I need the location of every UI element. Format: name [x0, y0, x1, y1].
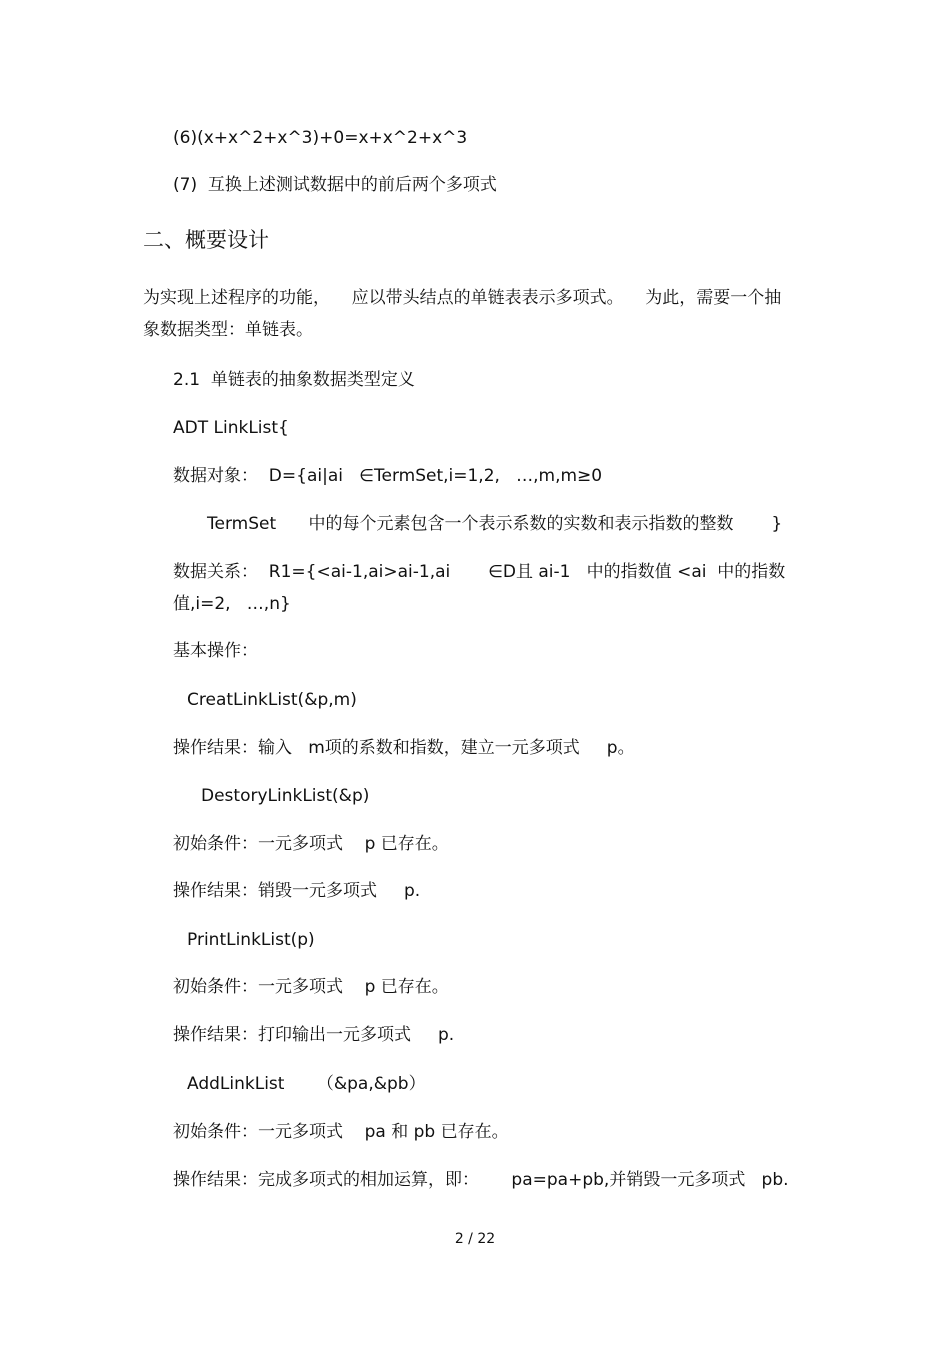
data-relation-line-2: 值,i=2, …,n} — [173, 594, 291, 614]
add-precondition: 初始条件：一元多项式 pa 和 pb 已存在。 — [173, 1122, 509, 1142]
data-object-line: 数据对象： D={ai|ai ∈TermSet,i=1,2, …,m,m≥0 — [173, 466, 603, 486]
destory-precondition: 初始条件：一元多项式 p 已存在。 — [173, 834, 449, 854]
subsection-heading: 2.1 单链表的抽象数据类型定义 — [173, 370, 415, 390]
add-result: 操作结果：完成多项式的相加运算，即： pa=pa+pb,并销毁一元多项式 pb. — [173, 1170, 789, 1190]
op-destory-linklist: DestoryLinkList(&p) — [201, 786, 370, 806]
op-creat-linklist: CreatLinkList(&p,m) — [187, 690, 357, 710]
section-heading: 二、概要设计 — [143, 228, 269, 252]
intro-paragraph-line-1: 为实现上述程序的功能， 应以带头结点的单链表表示多项式。 为此，需要一个抽 — [143, 288, 782, 308]
test-case-7: (7) 互换上述测试数据中的前后两个多项式 — [173, 175, 497, 195]
adt-declaration: ADT LinkList{ — [173, 418, 289, 438]
test-case-6: (6)(x+x^2+x^3)+0=x+x^2+x^3 — [173, 128, 468, 148]
print-precondition: 初始条件：一元多项式 p 已存在。 — [173, 977, 449, 997]
op-print-linklist: PrintLinkList(p) — [187, 930, 315, 950]
termset-description: TermSet 中的每个元素包含一个表示系数的实数和表示指数的整数 } — [207, 514, 783, 534]
creat-result: 操作结果：输入 m项的系数和指数，建立一元多项式 p。 — [173, 738, 635, 758]
print-result: 操作结果：打印输出一元多项式 p. — [173, 1025, 455, 1045]
destory-result: 操作结果：销毁一元多项式 p. — [173, 881, 421, 901]
data-relation-line-1: 数据关系： R1={<ai-1,ai>ai-1,ai ∈D且 ai-1 中的指数值 <ai 中的指数 — [173, 562, 786, 582]
basic-operations-label: 基本操作： — [173, 641, 258, 661]
page-number: 2 / 22 — [454, 1231, 496, 1247]
intro-paragraph-line-2: 象数据类型：单链表。 — [143, 320, 313, 340]
op-add-linklist: AddLinkList （&pa,&pb） — [187, 1074, 426, 1094]
